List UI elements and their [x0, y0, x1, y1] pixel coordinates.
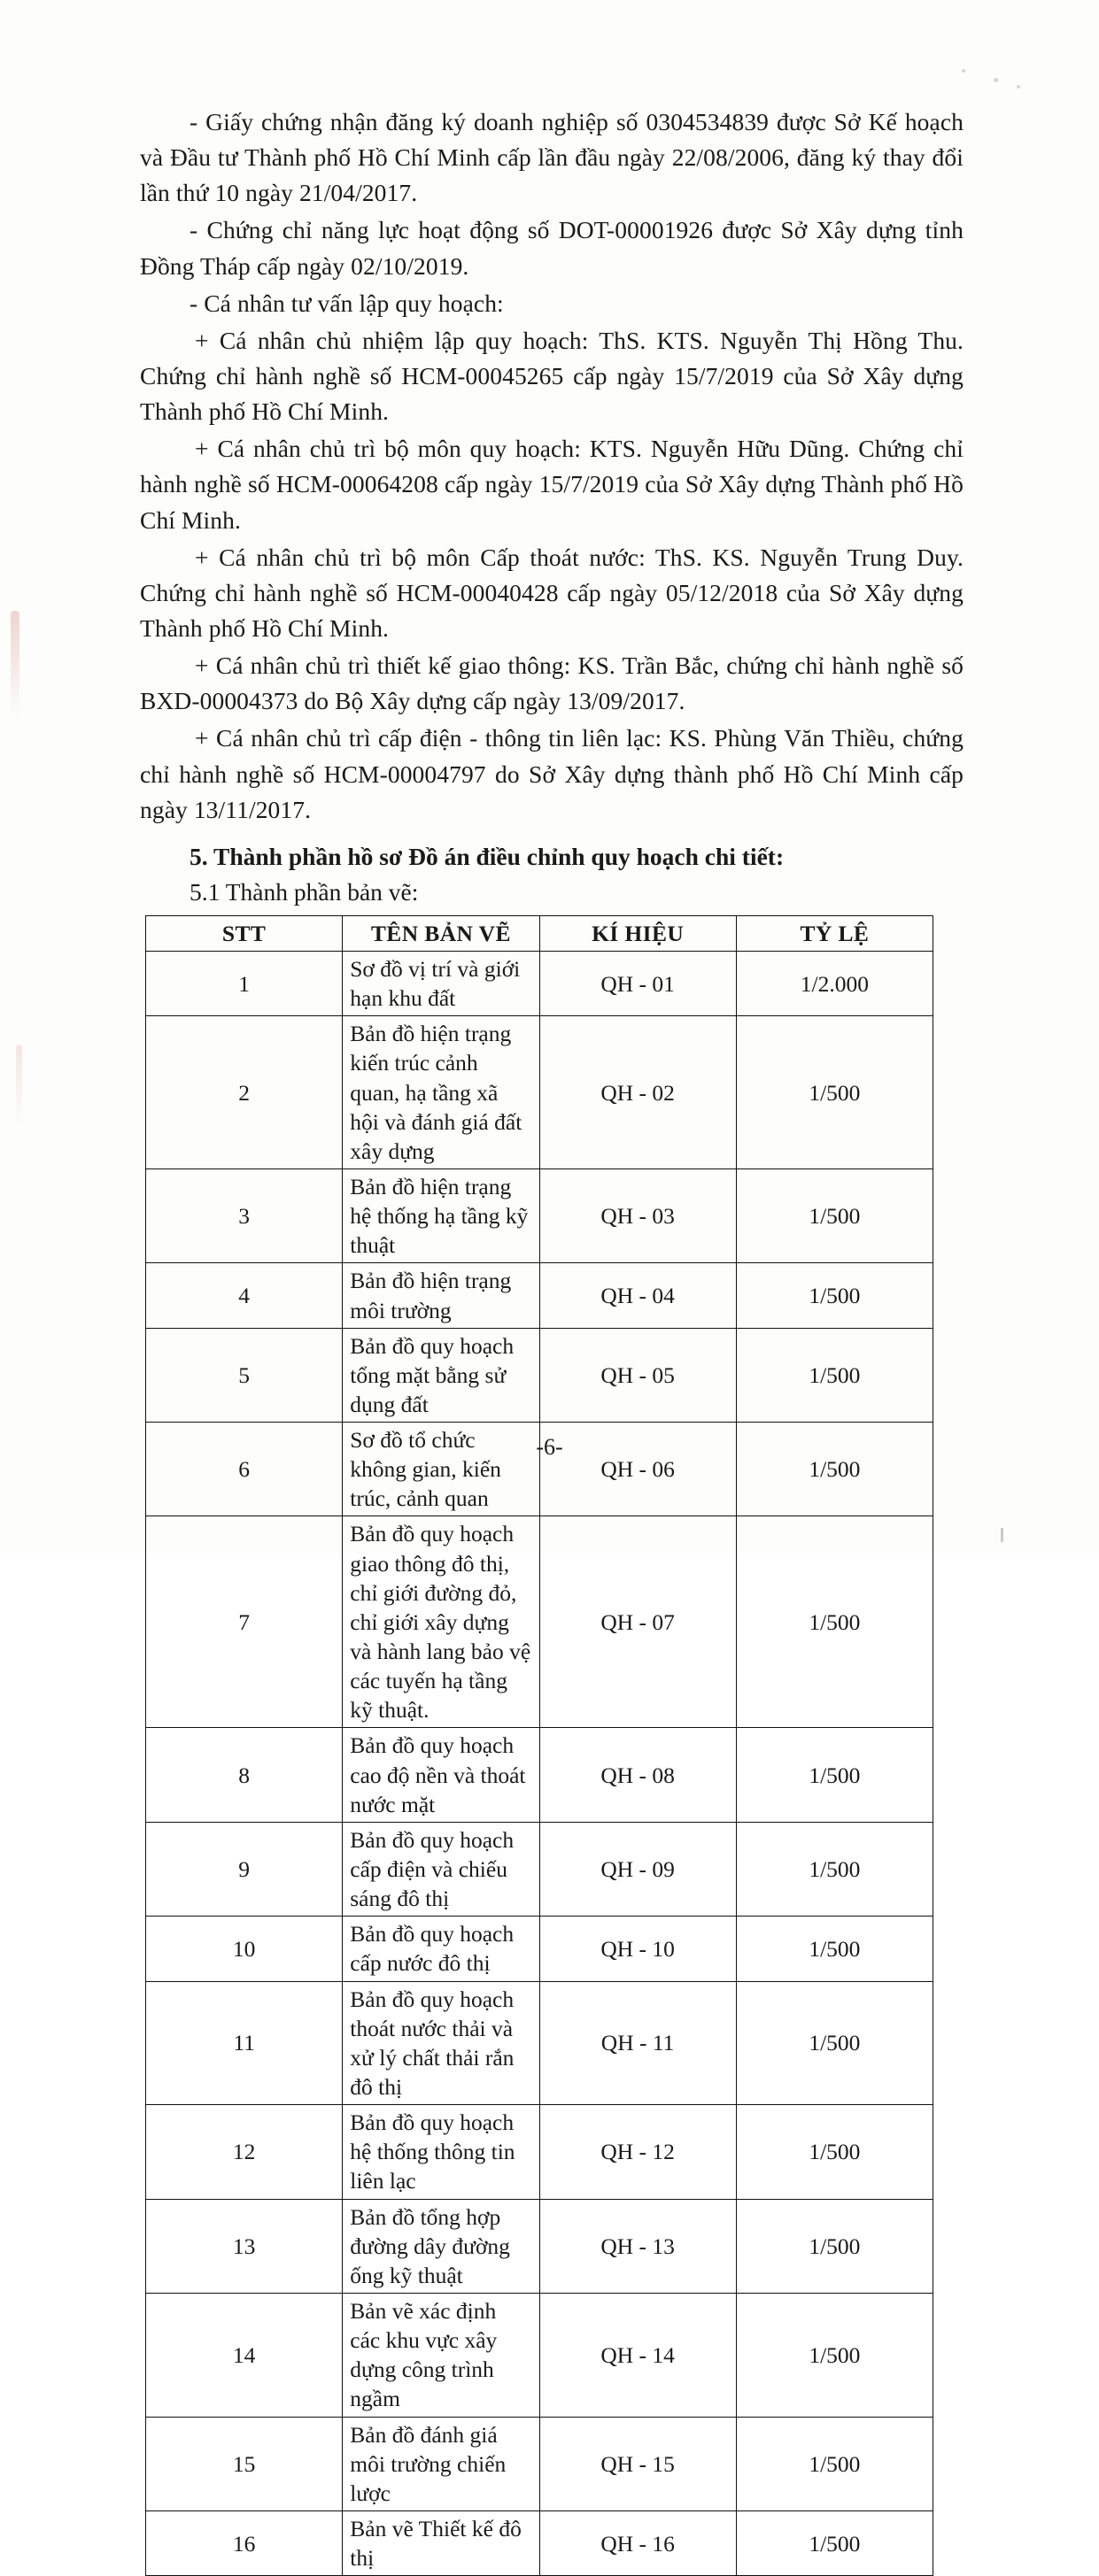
cell-scale: 1/500 — [736, 1728, 933, 1822]
cell-stt: 7 — [146, 1516, 343, 1728]
cell-stt: 16 — [146, 2510, 343, 2575]
cell-symbol: QH - 03 — [539, 1168, 736, 1262]
column-header-symbol: KÍ HIỆU — [539, 915, 736, 951]
cell-name: Bản đồ đánh giá môi trường chiến lược — [343, 2417, 539, 2510]
cell-name: Bản vẽ xác định các khu vực xây dựng công trình ngầm — [343, 2294, 539, 2418]
cell-stt: 15 — [146, 2417, 343, 2510]
table-row — [146, 1917, 933, 1981]
cell-scale: 1/500 — [736, 1423, 933, 1516]
cell-scale: 1/500 — [736, 2510, 933, 2575]
cell-symbol: QH - 02 — [539, 1016, 736, 1169]
cell-symbol: QH - 12 — [539, 2105, 736, 2199]
paragraph-capability-certificate: - Chứng chỉ năng lực hoạt động số DOT-00001926 được Sở Xây dựng tỉnh Đồng Tháp cấp ngày 02/10/2019. — [140, 216, 964, 280]
cell-symbol: QH - 10 — [539, 1917, 736, 1981]
cell-name: Bản vẽ Thiết kế đô thị — [343, 2510, 539, 2575]
column-header-drawing-name: TÊN BẢN VẼ — [343, 915, 539, 951]
cell-scale: 1/500 — [736, 1822, 933, 1916]
table-header-row — [146, 915, 933, 951]
table-row — [146, 2105, 933, 2199]
scan-speck-icon — [962, 69, 965, 73]
table-row — [146, 1822, 933, 1916]
table-row — [146, 2417, 933, 2510]
paragraph-planning-lead: + Cá nhân chủ trì bộ môn quy hoạch: KTS. Nguyễn Hữu Dũng. Chứng chỉ hành nghề số HCM-00064208 cấp ngày 15/7/2019 của Sở Xây dựng Thành phố Hồ Chí Minh. — [140, 435, 964, 534]
table-row — [146, 1328, 933, 1422]
cell-scale: 1/500 — [736, 1263, 933, 1328]
cell-symbol: QH - 04 — [539, 1263, 736, 1328]
cell-name: Bản đồ hiện trạng hệ thống hạ tầng kỹ thuật — [343, 1168, 539, 1262]
cell-symbol: QH - 15 — [539, 2417, 736, 2510]
scan-speck-icon — [1017, 85, 1020, 89]
cell-name: Bản đồ quy hoạch hệ thống thông tin liên lạc — [343, 2105, 539, 2199]
table-row — [146, 1728, 933, 1822]
cell-stt: 2 — [146, 1016, 343, 1169]
cell-stt: 9 — [146, 1822, 343, 1916]
cell-stt: 5 — [146, 1328, 343, 1422]
cell-name: Bản đồ quy hoạch cấp nước đô thị — [343, 1917, 539, 1981]
scan-speck-icon — [1001, 1528, 1003, 1542]
page-edge-stain — [11, 611, 19, 717]
table-row — [146, 1263, 933, 1328]
document-body — [140, 104, 964, 2576]
cell-name: Sơ đồ vị trí và giới hạn khu đất — [343, 951, 539, 1015]
table-row — [146, 1981, 933, 2105]
cell-scale: 1/500 — [736, 1168, 933, 1262]
cell-scale: 1/500 — [736, 2417, 933, 2510]
cell-scale: 1/500 — [736, 1016, 933, 1169]
paragraph-planning-manager: + Cá nhân chủ nhiệm lập quy hoạch: ThS. KTS. Nguyễn Thị Hồng Thu. Chứng chỉ hành nghề số HCM-00045265 cấp ngày 15/7/2019 của Sở Xây dựng Thành phố Hồ Chí Minh. — [140, 326, 964, 426]
cell-symbol: QH - 14 — [539, 2294, 736, 2418]
page-edge-stain — [16, 1045, 22, 1124]
cell-stt: 6 — [146, 1423, 343, 1516]
cell-scale: 1/500 — [736, 2105, 933, 2199]
table-row — [146, 2199, 933, 2293]
paragraph-traffic-design-lead: + Cá nhân chủ trì thiết kế giao thông: KS. Trần Bắc, chứng chỉ hành nghề số BXD-00004373 do Bộ Xây dựng cấp ngày 13/09/2017. — [140, 652, 964, 715]
cell-stt: 8 — [146, 1728, 343, 1822]
column-header-stt: STT — [146, 915, 343, 951]
cell-symbol: QH - 16 — [539, 2510, 736, 2575]
cell-scale: 1/500 — [736, 1328, 933, 1422]
table-row — [146, 1168, 933, 1262]
cell-name: Bản đồ quy hoạch cấp điện và chiếu sáng đô thị — [343, 1822, 539, 1916]
cell-name: Bản đồ hiện trạng kiến trúc cảnh quan, hạ tầng xã hội và đánh giá đất xây dựng — [343, 1016, 539, 1169]
cell-name: Bản đồ tổng hợp đường dây đường ống kỹ thuật — [343, 2199, 539, 2293]
cell-scale: 1/500 — [736, 1981, 933, 2105]
cell-stt: 1 — [146, 951, 343, 1015]
table-row — [146, 2294, 933, 2418]
table-row — [146, 951, 933, 1015]
page-number: -6- — [536, 1434, 563, 1460]
cell-symbol: QH - 11 — [539, 1981, 736, 2105]
cell-name: Sơ đồ tổ chức không gian, kiến trúc, cảnh quan — [343, 1423, 539, 1516]
table-row — [146, 1516, 933, 1728]
cell-stt: 3 — [146, 1168, 343, 1262]
cell-scale: 1/500 — [736, 1516, 933, 1728]
subsection-heading: 5.1 Thành phần bản vẽ: — [190, 878, 419, 906]
paragraph-water-supply-lead: + Cá nhân chủ trì bộ môn Cấp thoát nước: ThS. KS. Nguyễn Trung Duy. Chứng chỉ hành nghề số HCM-00040428 cấp ngày 05/12/2018 của Sở Xây dựng Thành phố Hồ Chí Minh. — [140, 543, 964, 642]
cell-stt: 11 — [146, 1981, 343, 2105]
column-header-scale: TỶ LỆ — [736, 915, 933, 951]
cell-symbol: QH - 06 — [539, 1423, 736, 1516]
cell-symbol: QH - 01 — [539, 951, 736, 1015]
cell-stt: 13 — [146, 2199, 343, 2293]
cell-symbol: QH - 07 — [539, 1516, 736, 1728]
table-row — [146, 1016, 933, 1169]
drawings-table — [145, 915, 933, 2576]
cell-stt: 10 — [146, 1917, 343, 1981]
cell-scale: 1/500 — [736, 2199, 933, 2293]
cell-symbol: QH - 13 — [539, 2199, 736, 2293]
cell-name: Bản đồ quy hoạch tổng mặt bằng sử dụng đất — [343, 1328, 539, 1422]
cell-stt: 14 — [146, 2294, 343, 2418]
paragraph-consultant-individuals: - Cá nhân tư vấn lập quy hoạch: — [190, 289, 504, 317]
cell-symbol: QH - 08 — [539, 1728, 736, 1822]
paragraph-power-telecom-lead: + Cá nhân chủ trì cấp điện - thông tin liên lạc: KS. Phùng Văn Thiều, chứng chỉ hành nghề số HCM-00004797 do Sở Xây dựng thành phố Hồ Chí Minh cấp ngày 13/11/2017. — [140, 724, 964, 823]
cell-scale: 1/500 — [736, 2294, 933, 2418]
cell-symbol: QH - 05 — [539, 1328, 736, 1422]
cell-stt: 12 — [146, 2105, 343, 2199]
cell-name: Bản đồ quy hoạch cao độ nền và thoát nước mặt — [343, 1728, 539, 1822]
cell-name: Bản đồ quy hoạch thoát nước thải và xử lý chất thải rắn đô thị — [343, 1981, 539, 2105]
cell-scale: 1/500 — [736, 1917, 933, 1981]
cell-symbol: QH - 09 — [539, 1822, 736, 1916]
cell-name: Bản đồ quy hoạch giao thông đô thị, chỉ giới đường đỏ, chỉ giới xây dựng và hành lang bảo vệ các tuyến hạ tầng kỹ thuật. — [343, 1516, 539, 1728]
scan-speck-icon — [994, 78, 998, 82]
cell-scale: 1/2.000 — [736, 951, 933, 1015]
cell-name: Bản đồ hiện trạng môi trường — [343, 1263, 539, 1328]
table-row — [146, 2510, 933, 2575]
paragraph-business-registration: - Giấy chứng nhận đăng ký doanh nghiệp số 0304534839 được Sở Kế hoạch và Đầu tư Thành phố Hồ Chí Minh cấp lần đầu ngày 22/08/2006, đăng ký thay đổi lần thứ 10 ngày 21/04/2017. — [140, 108, 964, 207]
cell-stt: 4 — [146, 1263, 343, 1328]
section-heading: 5. Thành phần hồ sơ Đồ án điều chỉnh quy hoạch chi tiết: — [190, 842, 785, 870]
